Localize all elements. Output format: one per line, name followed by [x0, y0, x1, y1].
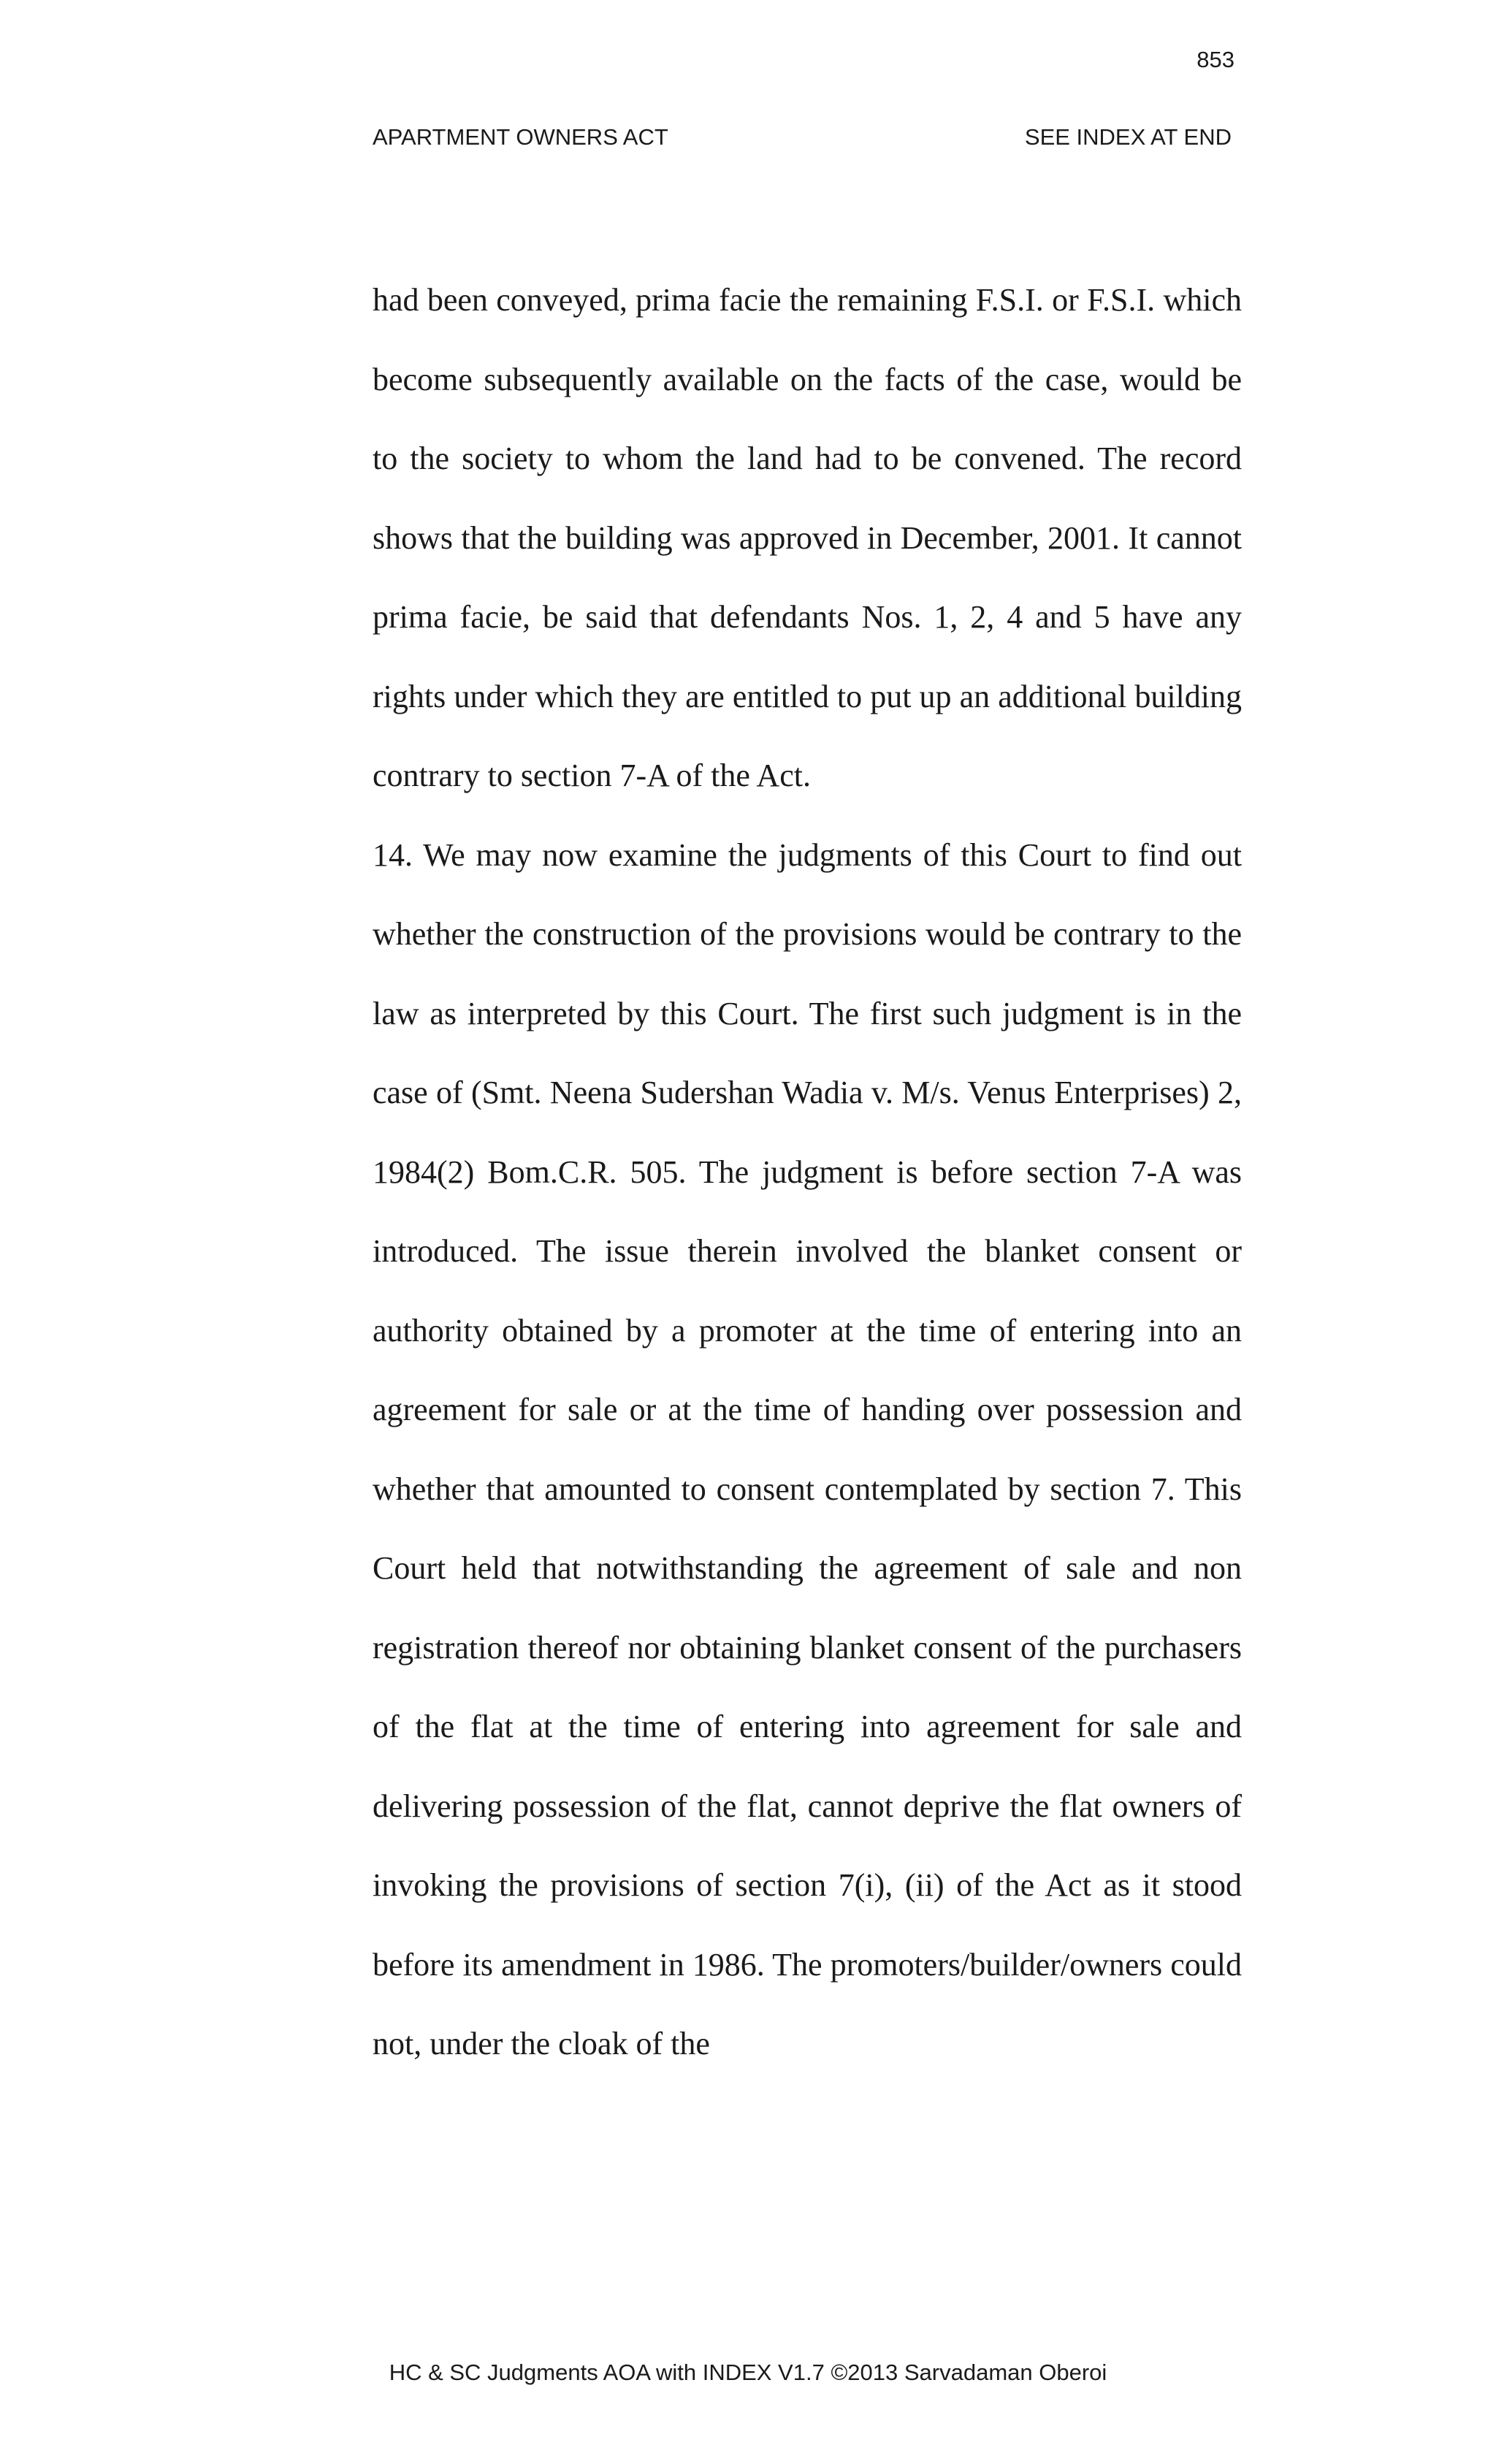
page-number: 853: [1197, 47, 1234, 72]
page-footer: HC & SC Judgments AOA with INDEX V1.7 ©2013 Sarvadaman Oberoi: [389, 2360, 1107, 2385]
header-title-right: SEE INDEX AT END: [1024, 124, 1232, 150]
body-text: [373, 261, 1242, 2084]
paragraph-14: 14. We may now examine the judgments of this Court to find out whether the construction of the provisions would be contrary to the law as interpreted by this Court. The first such judgment is in the case of (Smt. Neena Sudershan Wadia v. M/s. Venus Enterprises) 2, 1984(2) Bom.C.R. 505. The judgment is before section 7-A was introduced. The issue therein involved the blanket consent or authority obtained by a promoter at the time of entering into an agreement for sale or at the time of handing over possession and whether that amounted to consent contemplated by section 7. This Court held that notwithstanding the agreement of sale and non registration thereof nor obtaining blanket consent of the purchasers of the flat at the time of entering into agreement for sale and delivering possession of the flat, cannot deprive the flat owners of invoking the provisions of section 7(i), (ii) of the Act as it stood before its amendment in 1986. The promoters/builder/owners could not, under the cloak of the: [373, 836, 1242, 2061]
paragraph-continuation: had been conveyed, prima facie the remaining F.S.I. or F.S.I. which become subsequently available on the facts of the case, would be to the society to whom the land had to be convened. The record shows that the building was approved in December, 2001. It cannot prima facie, be said that defendants Nos. 1, 2, 4 and 5 have any rights under which they are entitled to put up an additional building contrary to section 7-A of the Act.: [373, 282, 1242, 793]
running-header: [373, 121, 1242, 153]
header-title-left: APARTMENT OWNERS ACT: [373, 124, 668, 150]
